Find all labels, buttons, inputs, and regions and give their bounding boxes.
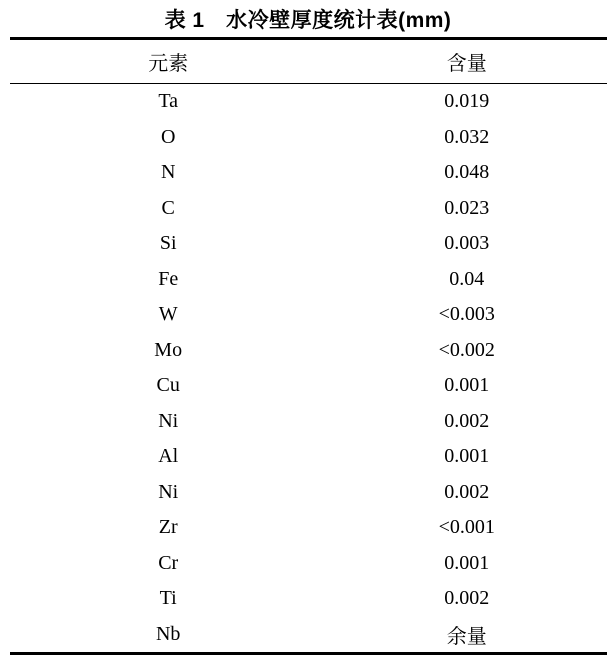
content-cell: 0.003 [444,232,490,255]
element-cell: Ta [158,90,179,113]
table-row [10,581,607,617]
table-row [10,191,607,227]
element-cell: Si [159,232,177,255]
element-cell: Ti [159,587,177,610]
table-row [10,510,607,546]
element-cell: Fe [158,267,179,290]
table-row [10,439,607,475]
table-row [10,155,607,191]
table-row [10,120,607,156]
content-cell: 0.002 [444,409,490,432]
element-cell: Nb [155,622,181,645]
element-cell: Zr [158,516,178,539]
content-cell: 0.019 [444,90,490,113]
table-header [10,39,607,84]
element-cell: Ni [158,409,179,432]
table-caption: 表 1 水冷壁厚度统计表(mm) [164,8,452,32]
table-body [10,84,607,654]
content-cell: <0.001 [438,516,495,539]
content-cell: 0.001 [444,551,490,574]
table-row [10,475,607,511]
content-cell: 0.023 [444,196,490,219]
element-cell: N [160,161,176,184]
content-cell: 0.001 [444,445,490,468]
element-cell: Al [158,445,179,468]
content-cell: 余量 [446,625,487,648]
content-cell: 0.048 [444,161,490,184]
content-cell: 0.001 [444,374,490,397]
header-row [10,39,607,84]
element-cell: C [161,196,175,219]
table-row [10,226,607,262]
content-cell: <0.003 [438,303,495,326]
element-cell: Cu [156,374,180,397]
table-row [10,262,607,298]
column-header-content: 含量 [446,53,487,75]
composition-table [10,37,607,655]
table-row [10,368,607,404]
content-cell: <0.002 [438,338,495,361]
table-row [10,546,607,582]
element-cell: W [158,303,178,326]
content-cell: 0.04 [449,267,485,290]
column-header-element: 元素 [148,53,189,75]
table-row [10,84,607,120]
table-row [10,333,607,369]
element-cell: Mo [154,338,183,361]
element-cell: Cr [158,551,179,574]
table-row [10,297,607,333]
content-cell: 0.002 [444,480,490,503]
content-cell: 0.002 [444,587,490,610]
content-cell: 0.032 [444,125,490,148]
element-cell: Ni [158,480,179,503]
table-row [10,404,607,440]
table-row [10,617,607,654]
element-cell: O [160,125,176,148]
